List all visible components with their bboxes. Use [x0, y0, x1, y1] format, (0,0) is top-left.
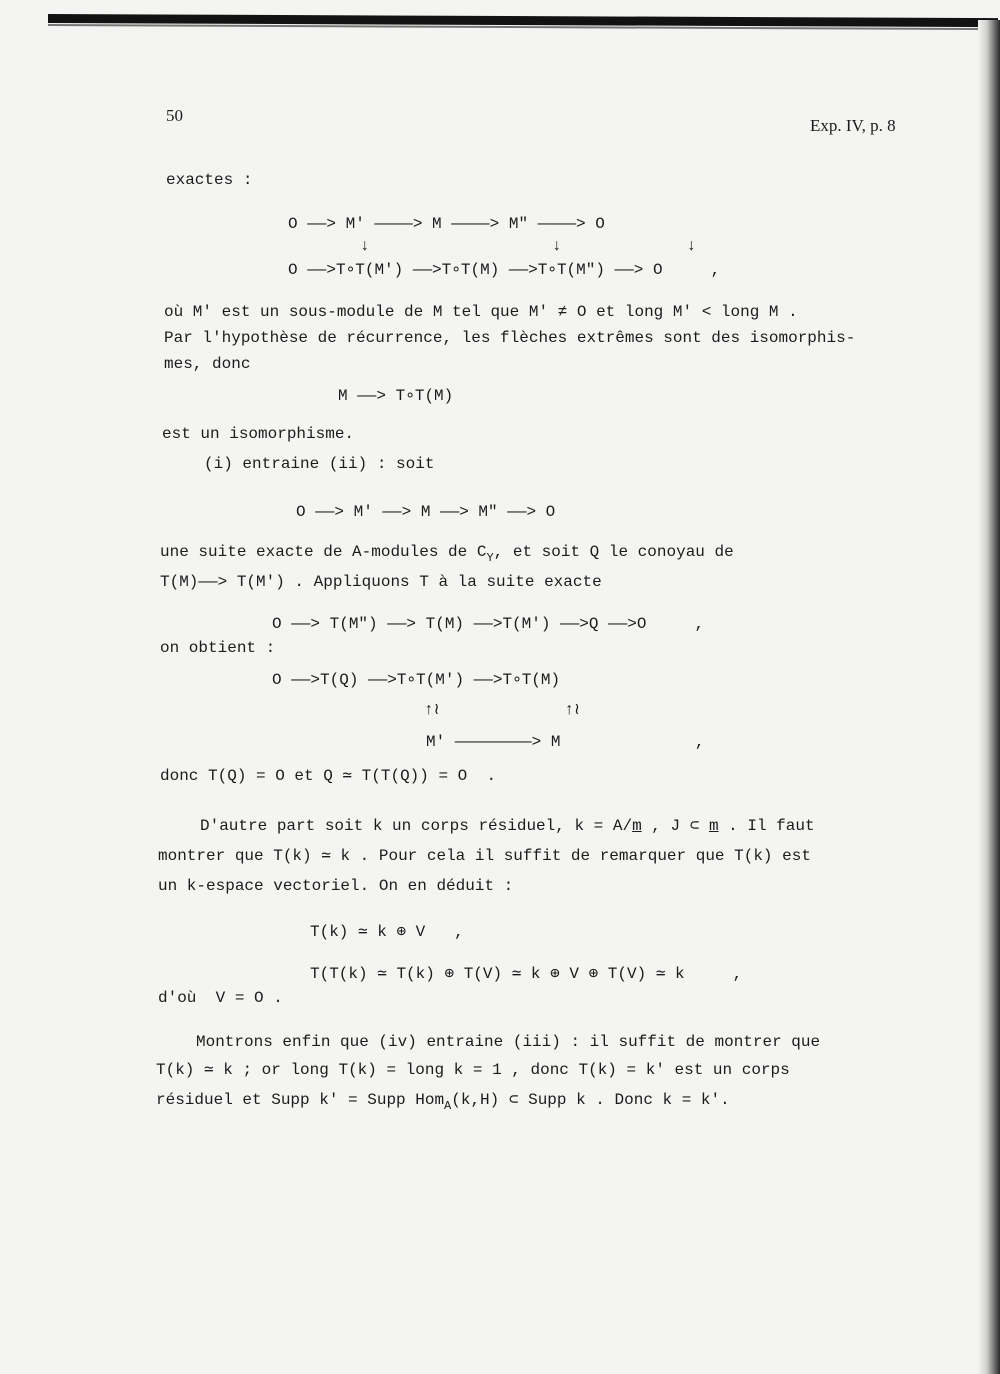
text-line: exactes :	[166, 171, 253, 189]
text-line: T(k) ≃ k ; or long T(k) = long k = 1 , donc T(k) = k' est un corps	[156, 1061, 790, 1079]
page-number: 50	[166, 106, 183, 125]
diagram2-row3: M' ————————> M ,	[426, 733, 705, 751]
text-line	[200, 816, 815, 836]
text-line: Par l'hypothèse de récurrence, les flèches extrêmes sont des isomorphis-	[164, 329, 856, 347]
text-segment: (k,H) ⊂ Supp k . Donc k = k'.	[451, 1091, 730, 1109]
text-line: T(M)——> T(M') . Appliquons T à la suite exacte	[160, 573, 602, 591]
text-line	[160, 542, 734, 563]
text-line: où M' est un sous-module de M tel que M' ≠ O et long M' < long M .	[164, 303, 798, 321]
underlined-symbol: m	[708, 817, 719, 835]
text-segment: , J ⊂	[641, 817, 709, 835]
page-right-edge	[978, 20, 1000, 1374]
subscript: A	[444, 1099, 452, 1113]
diagram1-row1: O ——> M' ————> M ————> M" ————> O	[288, 215, 605, 233]
diagram2-iso-arrows: ↑≀ ↑≀	[424, 701, 581, 719]
text-line: mes, donc	[164, 355, 251, 373]
underlined-symbol: m	[632, 817, 642, 835]
text-line: donc T(Q) = O et Q ≃ T(T(Q)) = O .	[160, 767, 497, 785]
text-segment: , et soit Q le conoyau de	[493, 543, 734, 561]
text-line: (i) entraine (ii) : soit	[204, 455, 435, 473]
text-line	[156, 1090, 730, 1111]
display-formula: T(k) ≃ k ⊕ V ,	[310, 923, 464, 941]
display-formula: O ——> M' ——> M ——> M" ——> O	[296, 503, 556, 521]
text-segment: résiduel et Supp k' = Supp Hom	[156, 1091, 445, 1109]
diagram1-row2: O ——>T∘T(M') ——>T∘T(M) ——>T∘T(M") ——> O ,	[288, 261, 721, 279]
diagram1-arrows: ↓ ↓ ↓	[360, 237, 697, 255]
text-line: un k-espace vectoriel. On en déduit :	[158, 877, 514, 895]
text-line: Montrons enfin que (iv) entraine (iii) : il suffit de montrer que	[196, 1033, 821, 1051]
display-formula: T(T(k) ≃ T(k) ⊕ T(V) ≃ k ⊕ V ⊕ T(V) ≃ k ,	[310, 965, 743, 983]
diagram2-row1: O ——>T(Q) ——>T∘T(M') ——>T∘T(M)	[272, 671, 561, 689]
text-segment: D'autre part soit k un corps résiduel, k = A/	[200, 817, 633, 835]
subscript: Y	[486, 551, 494, 565]
running-head: Exp. IV, p. 8	[810, 116, 896, 135]
text-line: est un isomorphisme.	[162, 425, 355, 443]
display-formula: M ——> T∘T(M)	[338, 387, 454, 405]
text-segment: . Il faut	[718, 817, 815, 835]
display-formula: O ——> T(M") ——> T(M) ——>T(M') ——>Q ——>O ,	[272, 615, 705, 633]
text-line: montrer que T(k) ≃ k . Pour cela il suffit de remarquer que T(k) est	[158, 847, 811, 865]
text-segment: une suite exacte de A-modules de C	[160, 543, 487, 561]
text-line: d'où V = O .	[158, 989, 283, 1007]
text-line: on obtient :	[160, 639, 276, 657]
